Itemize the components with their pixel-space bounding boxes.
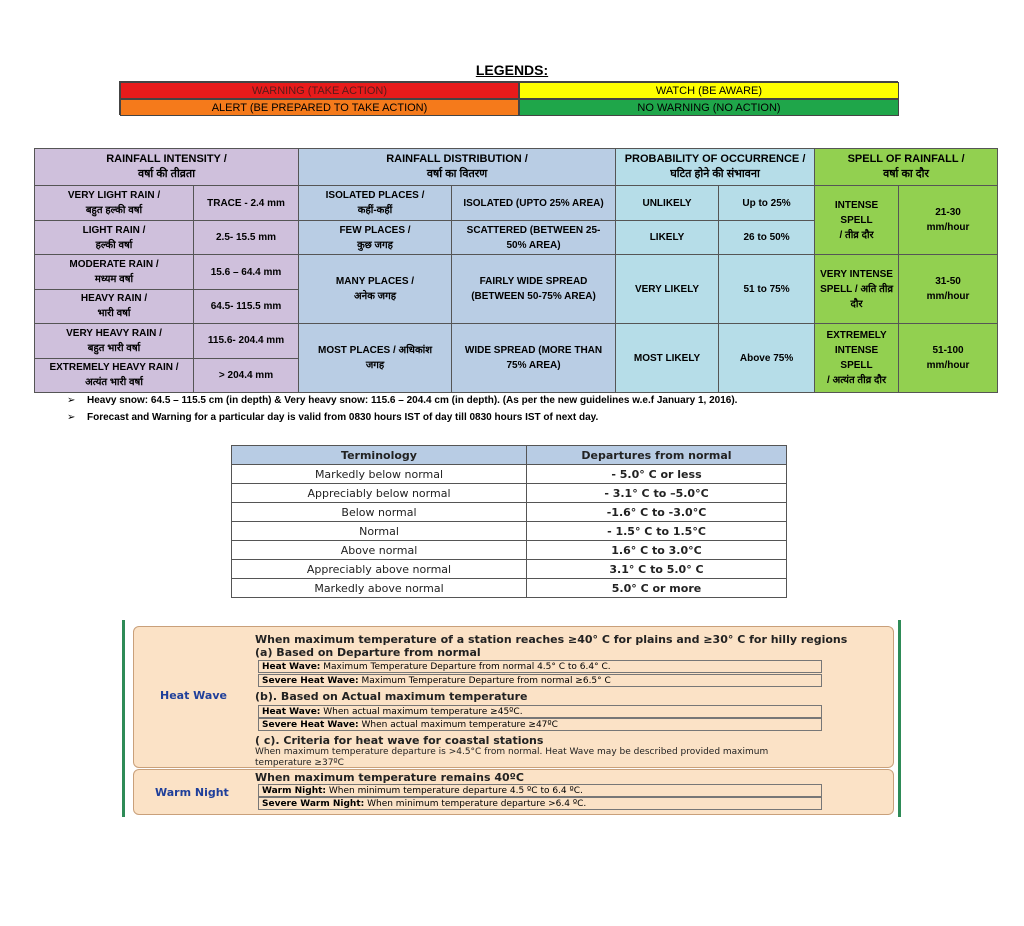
criteria-c-text-2: temperature ≥37ºC: [255, 758, 344, 768]
header-intensity: RAINFALL INTENSITY / वर्षा की तीव्रता: [35, 149, 299, 186]
terminology-table: [231, 445, 787, 598]
spell-name: INTENSE SPELL / तीव्र दौर: [815, 186, 899, 255]
intensity-name: LIGHT RAIN / हल्की वर्षा: [35, 220, 194, 254]
intensity-name: MODERATE RAIN / मध्यम वर्षा: [35, 255, 194, 289]
distribution-value: FAIRLY WIDE SPREAD (BETWEEN 50-75% AREA): [452, 255, 616, 324]
intensity-value: 64.5- 115.5 mm: [194, 289, 299, 323]
note-validity: ➢ Forecast and Warning for a particular day is valid from 0830 hours IST of day till 0830 hours IST of next day.: [67, 412, 599, 423]
distribution-value: WIDE SPREAD (MORE THAN 75% AREA): [452, 324, 616, 393]
warm-night-label: Warm Night: [155, 786, 229, 799]
spell-value: 31-50 mm/hour: [899, 255, 998, 324]
intensity-value: TRACE - 2.4 mm: [194, 186, 299, 220]
table-row: Above normal 1.6° C to 3.0°C: [232, 541, 787, 560]
table-row: Markedly below normal - 5.0° C or less: [232, 465, 787, 484]
table-row: Markedly above normal 5.0° C or more: [232, 579, 787, 598]
spell-value: 21-30 mm/hour: [899, 186, 998, 255]
distribution-value: SCATTERED (BETWEEN 25- 50% AREA): [452, 220, 616, 254]
bullet-arrow-icon: ➢: [67, 412, 76, 423]
probability-name: LIKELY: [616, 220, 719, 254]
intensity-name: VERY HEAVY RAIN / बहुत भारी वर्षा: [35, 324, 194, 358]
probability-value: Above 75%: [719, 324, 815, 393]
probability-name: VERY LIKELY: [616, 255, 719, 324]
warm-night-box: [133, 769, 894, 815]
probability-value: 51 to 75%: [719, 255, 815, 324]
warm-night-criteria: Warm Night: When minimum temperature departure 4.5 ºC to 6.4 ºC.: [258, 784, 822, 797]
criteria-c-title: ( c). Criteria for heat wave for coastal stations: [255, 734, 544, 747]
distribution-name: FEW PLACES / कुछ जगह: [299, 220, 452, 254]
rainfall-table: [34, 148, 998, 393]
legend-grid: [119, 81, 898, 115]
intensity-value: 115.6- 204.4 mm: [194, 324, 299, 358]
bullet-arrow-icon: ➢: [67, 395, 76, 406]
criteria-b-heat-wave: Heat Wave: When actual maximum temperature ≥45ºC.: [258, 705, 822, 718]
criteria-b-title: (b). Based on Actual maximum temperature: [255, 690, 528, 703]
heat-wave-box: [133, 626, 894, 768]
criteria-b-severe: Severe Heat Wave: When actual maximum temperature ≥47ºC: [258, 718, 822, 731]
criteria-a-severe: Severe Heat Wave: Maximum Temperature Departure from normal ≥6.5° C: [258, 674, 822, 687]
criteria-a-heat-wave: Heat Wave: Maximum Temperature Departure from normal 4.5° C to 6.4° C.: [258, 660, 822, 673]
distribution-value: ISOLATED (UPTO 25% AREA): [452, 186, 616, 220]
intensity-name: HEAVY RAIN / भारी वर्षा: [35, 289, 194, 323]
legend-alert: ALERT (BE PREPARED TO TAKE ACTION): [120, 99, 519, 116]
heat-wave-panel: [122, 620, 901, 817]
probability-name: MOST LIKELY: [616, 324, 719, 393]
intensity-value: 15.6 – 64.4 mm: [194, 255, 299, 289]
legend-watch: WATCH (BE AWARE): [519, 82, 899, 99]
intensity-value: > 204.4 mm: [194, 358, 299, 392]
header-probability: PROBABILITY OF OCCURRENCE / घटित होने की संभावना: [616, 149, 815, 186]
probability-value: Up to 25%: [719, 186, 815, 220]
probability-name: UNLIKELY: [616, 186, 719, 220]
warm-night-heading: When maximum temperature remains 40ºC: [255, 771, 524, 784]
criteria-c-text: When maximum temperature departure is >4.5°C from normal. Heat Wave may be described provided maximum: [255, 747, 769, 757]
intensity-value: 2.5- 15.5 mm: [194, 220, 299, 254]
legends-title: LEGENDS:: [475, 62, 549, 78]
intensity-name: VERY LIGHT RAIN / बहुत हल्की वर्षा: [35, 186, 194, 220]
header-distribution: RAINFALL DISTRIBUTION / वर्षा का वितरण: [299, 149, 616, 186]
criteria-a-title: (a) Based on Departure from normal: [255, 646, 481, 659]
departure-header: Departures from normal: [527, 446, 787, 465]
distribution-name: ISOLATED PLACES / कहीं-कहीं: [299, 186, 452, 220]
terminology-header: Terminology: [232, 446, 527, 465]
table-row: Appreciably above normal 3.1° C to 5.0° C: [232, 560, 787, 579]
heat-wave-heading: When maximum temperature of a station reaches ≥40° C for plains and ≥30° C for hilly regions: [255, 633, 848, 646]
legend-warning: WARNING (TAKE ACTION): [120, 82, 519, 99]
severe-warm-night-criteria: Severe Warm Night: When minimum temperature departure >6.4 ºC.: [258, 797, 822, 810]
legend-no-warning: NO WARNING (NO ACTION): [519, 99, 899, 116]
note-snow: ➢ Heavy snow: 64.5 – 115.5 cm (in depth) & Very heavy snow: 115.6 – 204.4 cm (in depth). (As per the new guidelines w.e.f January 1, 2016).: [67, 395, 738, 406]
distribution-name: MANY PLACES / अनेक जगह: [299, 255, 452, 324]
table-row: Below normal -1.6° C to -3.0°C: [232, 503, 787, 522]
spell-name: VERY INTENSE SPELL / अति तीव्र दौर: [815, 255, 899, 324]
probability-value: 26 to 50%: [719, 220, 815, 254]
heat-wave-label: Heat Wave: [160, 689, 227, 702]
table-row: Normal - 1.5° C to 1.5°C: [232, 522, 787, 541]
spell-name: EXTREMELY INTENSE SPELL / अत्यंत तीव्र दौर: [815, 324, 899, 393]
intensity-name: EXTREMELY HEAVY RAIN / अत्यंत भारी वर्षा: [35, 358, 194, 392]
header-spell: SPELL OF RAINFALL / वर्षा का दौर: [815, 149, 998, 186]
table-row: Appreciably below normal - 3.1° C to –5.0°C: [232, 484, 787, 503]
spell-value: 51-100 mm/hour: [899, 324, 998, 393]
distribution-name: MOST PLACES / अधिकांश जगह: [299, 324, 452, 393]
